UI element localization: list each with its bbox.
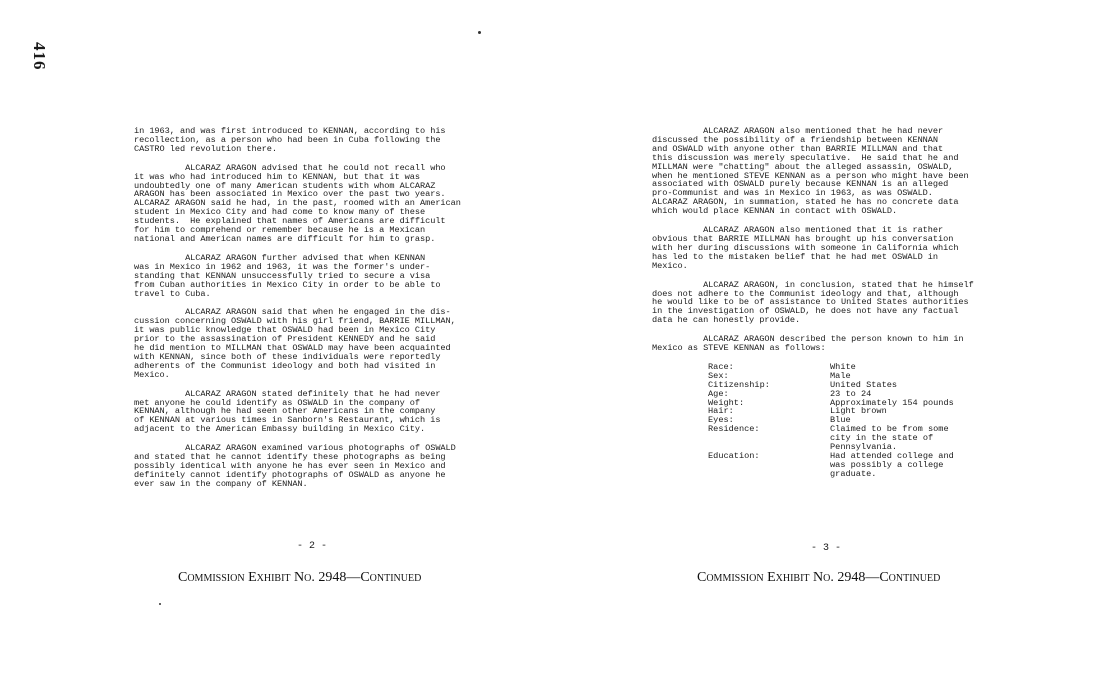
fact-value: 23 to 24 — [830, 388, 872, 399]
fact-value: White — [830, 361, 856, 372]
right-page-number: - 3 - — [811, 543, 842, 554]
fact-value: Claimed to be from some city in the state of Pennsylvania. — [830, 424, 949, 453]
fact-value: Had attended college and was possibly a college graduate. — [830, 451, 954, 479]
left-paragraph-5: ALCARAZ ARAGON stated definitely that he had never met anyone he could identify as OSWALD in the company of KENNAN, although he had seen other Americans in the company of KENNAN at various times in Sanborn's Restaurant, which is adjacent to the American Embassy building in Mexico City. — [134, 388, 441, 435]
left-page-body — [134, 127, 494, 499]
right-paragraph-2: ALCARAZ ARAGON also mentioned that it is rather obvious that BARRIE MILLMAN has brought up his conversation with her during discussions with someone in California which has led to the mistaken belief that he had met OSWALD in Mexico. — [652, 225, 959, 271]
fact-label: Weight: — [708, 397, 745, 408]
scan-speck — [478, 31, 481, 34]
right-exhibit-caption — [697, 570, 940, 586]
fact-label: Residence: — [708, 424, 760, 435]
right-paragraph-1: ALCARAZ ARAGON also mentioned that he had never discussed the possibility of a friendship between KENNAN and OSWALD with anyone other than BARRIE MILLMAN and that this discussion was merely speculative. He said that he and MILLMAN were "chatting" about the alleged assassin, OSWALD, when he mentioned STEVE KENNAN as a person who might have been associated with OSWALD purely because KENNAN is an alleged pro-Communist and was in Mexico in 1963, as was OSWALD. ALCARAZ ARAGON, in summation, stated he has no concrete data which would place KENNAN in contact with OSWALD. — [652, 126, 969, 217]
left-paragraph-2: ALCARAZ ARAGON advised that he could not recall who it was who had introduced him to KENNAN, but that it was undoubtedly one of many American students with whom ALCARAZ ARAGON has been associated in Mexico over the past two years. ALCARAZ ARAGON said he had, in the past, roomed with an American student in Mexico City and had come to know many of these students. He explained that names of Americans are difficult for him to comprehend or remember because he is a Mexican national and American names are difficult for him to grasp. — [134, 162, 461, 244]
fact-row-residence — [708, 425, 1012, 452]
right-paragraph-3: ALCARAZ ARAGON, in conclusion, stated that he himself does not adhere to the Communist ideology and that, although he would like to be of assistance to United States authorities in the investigation of OSWALD, he does not have any factual data he can honestly provide. — [652, 279, 974, 326]
physical-description-list — [708, 363, 1012, 479]
fact-row-race — [708, 363, 1012, 372]
fact-value: Approximately 154 pounds — [830, 397, 954, 408]
left-paragraph-1: in 1963, and was first introduced to KENNAN, according to his recollection, as a person who had been in Cuba following the CASTRO led revolution there. — [134, 126, 446, 154]
fact-value: Light brown — [830, 406, 887, 417]
fact-row-hair — [708, 407, 1012, 416]
scan-speck — [159, 603, 161, 605]
left-exhibit-caption-text: Commission Exhibit No. 2948—Continued — [178, 570, 422, 585]
left-paragraph-3: ALCARAZ ARAGON further advised that when KENNAN was in Mexico in 1962 and 1963, it was the former's under- standing that KENNAN unsuccessfully tried to secure a visa from Cuban authorities in Mexico City in order to be able to travel to Cuba. — [134, 252, 441, 299]
fact-value: Male — [830, 370, 851, 381]
left-page-number: - 2 - — [297, 541, 328, 552]
left-exhibit-caption — [178, 570, 421, 586]
fact-label: Eyes: — [708, 415, 734, 426]
fact-label: Sex: — [708, 370, 729, 381]
side-page-number: 416 — [30, 42, 49, 71]
fact-value: United States — [830, 379, 898, 390]
fact-row-education — [708, 452, 1012, 479]
fact-label: Education: — [708, 451, 760, 461]
left-paragraph-6: ALCARAZ ARAGON examined various photographs of OSWALD and stated that he cannot identify these photographs as being possibly identical with anyone he has ever seen in Mexico and definitely cannot identify photographs of OSWALD as anyone he ever saw in the company of KENNAN. — [134, 443, 456, 489]
fact-label: Hair: — [708, 406, 734, 417]
fact-label: Race: — [708, 361, 734, 372]
right-exhibit-caption-text: Commission Exhibit No. 2948—Continued — [697, 570, 941, 585]
right-paragraph-4: ALCARAZ ARAGON described the person known to him in Mexico as STEVE KENNAN as follows: — [652, 334, 964, 354]
right-page-body — [652, 127, 1012, 479]
fact-value: Blue — [830, 415, 851, 426]
left-paragraph-4: ALCARAZ ARAGON said that when he engaged in the dis- cussion concerning OSWALD with his girl friend, BARRIE MILLMAN, it was public knowledge that OSWALD had been in Mexico City prior to the assassination of President KENNEDY and he said he did mention to MILLMAN that OSWALD may have been acquainted with KENNAN, since both of these individuals were reportedly adherents of the Communist ideology and both had visited in Mexico. — [134, 307, 456, 380]
fact-label: Citizenship: — [708, 379, 770, 390]
fact-label: Age: — [708, 388, 729, 399]
